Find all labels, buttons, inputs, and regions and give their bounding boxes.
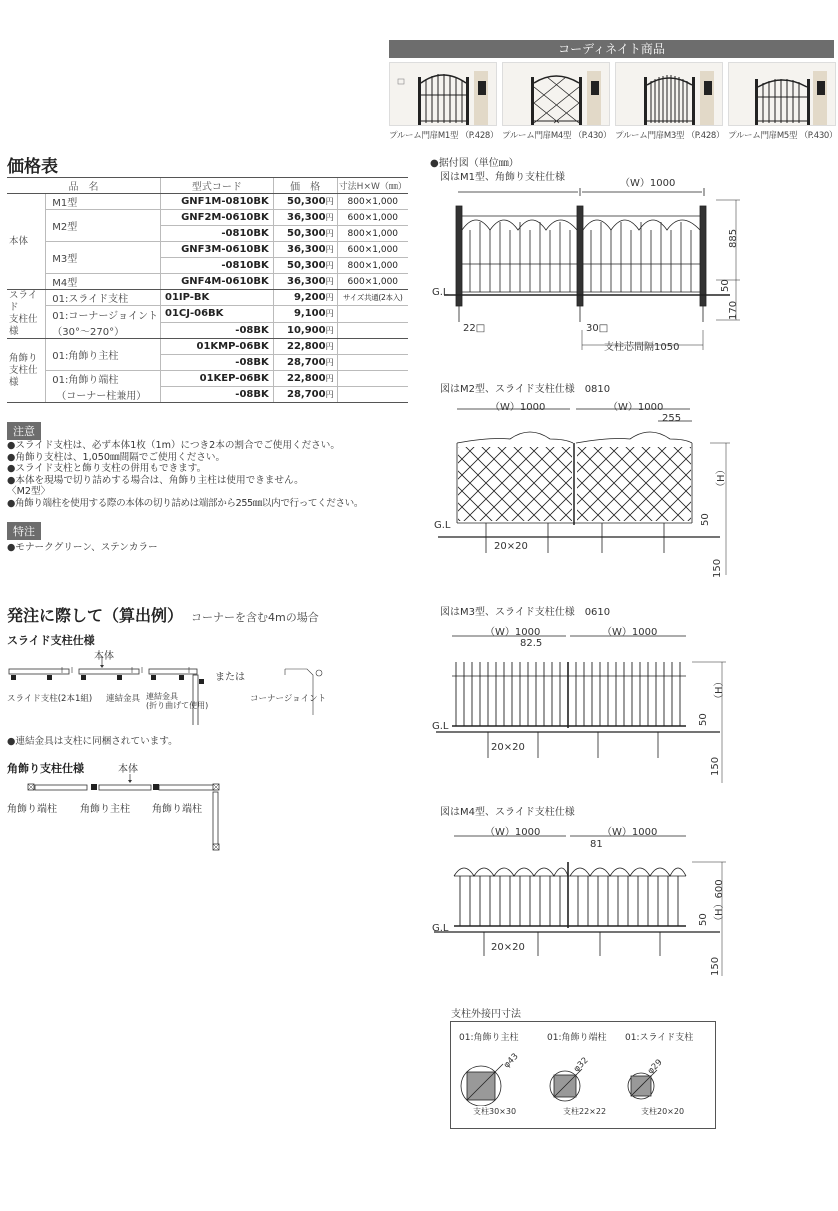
row-code: -08BK <box>160 322 273 338</box>
row-price: 9,200円 <box>273 290 337 306</box>
row-code: -0810BK <box>160 258 273 274</box>
row-size <box>337 306 408 322</box>
header-code: 型式コード <box>160 178 273 194</box>
fig-m3-caption: 図はM3型、スライド支柱仕様 0610 <box>440 607 611 618</box>
notes-list <box>7 440 417 510</box>
notes-label: 注意 <box>7 422 41 440</box>
row-name: M4型 <box>46 274 161 290</box>
mataha-label: または <box>215 672 245 683</box>
order-title: 発注に際して（算出例） <box>7 606 184 625</box>
gate-photo-m3 <box>615 62 723 126</box>
corner-joint-label: コーナージョイント <box>250 694 327 704</box>
row-name: M3型 <box>46 242 161 274</box>
note-line: 〈M2型〉 <box>7 486 51 498</box>
fig-m4-w1: （W）1000 <box>485 827 541 838</box>
table-row <box>7 210 408 226</box>
fig-m1-caption: 図はM1型、角飾り支柱仕様 <box>440 172 565 183</box>
fig-m3-diagram <box>430 618 740 788</box>
row-size: 800×1,000 <box>337 226 408 242</box>
row-name: （30°～270°） <box>46 322 161 338</box>
fig-m1-d50: 50 <box>720 279 731 292</box>
table-row <box>7 371 408 387</box>
table-row <box>7 339 408 355</box>
fig-m1-p30: 30□ <box>586 323 609 334</box>
fig-m4-d150: 150 <box>710 956 721 976</box>
circle-post: 支柱30×30 <box>473 1107 517 1116</box>
fig-m3-d825: 82.5 <box>520 638 543 649</box>
price-table <box>7 177 408 403</box>
row-code: GNF2M-0610BK <box>160 210 273 226</box>
circle-label: 01:スライド支柱 <box>625 1033 694 1043</box>
row-code: 01KMP-06BK <box>160 339 273 355</box>
row-size: サイズ共通(2本入) <box>337 290 408 306</box>
fig-m3-w1: （W）1000 <box>485 627 541 638</box>
fig-m1-pitch: 支柱芯間隔1050 <box>604 342 680 353</box>
fig-m1-gl: G.L <box>432 287 449 298</box>
row-size: 600×1,000 <box>337 274 408 290</box>
row-price: 36,300円 <box>273 210 337 226</box>
row-size: 600×1,000 <box>337 210 408 226</box>
row-code: 01CJ-06BK <box>160 306 273 322</box>
header-name: 品 名 <box>7 178 160 194</box>
row-size <box>337 355 408 371</box>
table-row <box>7 274 408 290</box>
coordinate-caption: プルーム門扉M1型 （P.428） <box>389 131 499 141</box>
group-slide: スライド 支柱仕様 <box>7 290 46 339</box>
row-code: 01IP-BK <box>160 290 273 306</box>
gate-photo-m4 <box>502 62 610 126</box>
fig-m3-w2: （W）1000 <box>602 627 658 638</box>
fig-m1-w: （W）1000 <box>620 178 676 189</box>
fig-m2-d255: 255 <box>662 413 682 424</box>
group-corner: 角飾り 支柱仕様 <box>7 339 46 403</box>
fig-m2-h: （H） <box>716 464 727 492</box>
row-name: M1型 <box>46 194 161 210</box>
order-title-wrap <box>7 603 319 626</box>
header-price: 価 格 <box>273 178 337 194</box>
row-name: 01:コーナージョイント <box>46 306 161 322</box>
circle-dia: φ29 <box>645 1057 665 1077</box>
coordinate-caption: プルーム門扉M3型 （P.428） <box>615 131 725 141</box>
circle-label: 01:角飾り端柱 <box>547 1033 607 1043</box>
gate-photo-m5 <box>728 62 836 126</box>
circle-dia: φ43 <box>501 1051 521 1071</box>
row-price: 50,300円 <box>273 194 337 210</box>
special-line: ●モナークグリーン、ステンカラー <box>7 542 158 553</box>
fig-m4-gl: G.L <box>432 923 449 934</box>
row-code: 01KEP-06BK <box>160 371 273 387</box>
end-post-label: 角飾り端柱 <box>7 804 57 815</box>
fig-m3-post: 20×20 <box>491 742 525 753</box>
table-row <box>7 306 408 322</box>
fig-m4-h: （H）600 <box>714 879 725 926</box>
row-code: -08BK <box>160 355 273 371</box>
row-code: -0810BK <box>160 226 273 242</box>
note-line: ●スライド支柱は、必ず本体1枚（1m）につき2本の割合でご使用ください。 <box>7 440 340 451</box>
fig-m2-d150: 150 <box>712 558 723 578</box>
notes-label-wrap <box>7 420 41 440</box>
table-row <box>7 322 408 338</box>
fig-m3-d150: 150 <box>710 756 721 776</box>
fig-m3-h: （H） <box>714 676 725 704</box>
row-price: 28,700円 <box>273 387 337 403</box>
row-price: 50,300円 <box>273 258 337 274</box>
row-price: 50,300円 <box>273 226 337 242</box>
fig-m4-caption: 図はM4型、スライド支柱仕様 <box>440 807 575 818</box>
coordinate-item-m3[interactable] <box>615 62 723 141</box>
row-size: 800×1,000 <box>337 258 408 274</box>
row-name: 01:角飾り主柱 <box>46 339 161 371</box>
circle-dia: φ32 <box>571 1055 591 1075</box>
fig-m2-post: 20×20 <box>494 541 528 552</box>
fig-m4-post: 20×20 <box>491 942 525 953</box>
group-main: 本体 <box>7 194 46 290</box>
row-price: 36,300円 <box>273 242 337 258</box>
fig-m1-h885: 885 <box>728 228 739 248</box>
fig-m4-diagram <box>430 818 740 978</box>
row-size <box>337 339 408 355</box>
slide-spec-diagram <box>7 645 337 725</box>
coordinate-item-m1[interactable] <box>389 62 497 141</box>
row-code: GNF4M-0610BK <box>160 274 273 290</box>
corner-spec-title: 角飾り支柱仕様 <box>7 762 84 775</box>
circle-box <box>450 1021 716 1129</box>
row-code: GNF3M-0610BK <box>160 242 273 258</box>
coordinate-caption: プルーム門扉M4型 （P.430） <box>502 131 612 141</box>
row-code: -08BK <box>160 387 273 403</box>
price-table-title: 価格表 <box>7 157 58 177</box>
fig-m4-d81: 81 <box>590 839 603 850</box>
slide-post-label: スライド支柱(2本1組) <box>7 694 93 704</box>
coordinate-header: コーディネイト商品 <box>389 40 834 58</box>
fig-m2-d50: 50 <box>700 513 711 526</box>
row-price: 10,900円 <box>273 322 337 338</box>
note-line: ●角飾り支柱は、1,050㎜間隔でご使用ください。 <box>7 451 226 463</box>
main-post-label: 角飾り主柱 <box>80 804 130 815</box>
figure-unit: ●据付図（単位㎜） <box>430 158 519 169</box>
fig-m1-p22: 22□ <box>463 323 486 334</box>
gate-photo-m1 <box>389 62 497 126</box>
row-name: 01:スライド支柱 <box>46 290 161 306</box>
note-line: ●スライド支柱と飾り支柱の併用もできます。 <box>7 463 207 475</box>
note-line: ●本体を現場で切り詰めする場合は、角飾り主柱は使用できません。 <box>7 474 304 486</box>
note-line: ●角飾り端柱を使用する際の本体の切り詰めは端部から255㎜以内で行ってください。 <box>7 497 364 509</box>
table-row <box>7 194 408 210</box>
fig-m4-d50: 50 <box>698 913 709 926</box>
row-size <box>337 387 408 403</box>
row-price: 22,800円 <box>273 371 337 387</box>
slide-spec-title: スライド支柱仕様 <box>7 634 95 647</box>
circle-title: 支柱外接円寸法 <box>451 1009 521 1020</box>
table-row <box>7 242 408 258</box>
row-size <box>337 322 408 338</box>
row-price: 36,300円 <box>273 274 337 290</box>
special-label: 特注 <box>7 522 41 540</box>
row-code: GNF1M-0810BK <box>160 194 273 210</box>
table-header-row <box>7 178 408 194</box>
table-row <box>7 290 408 306</box>
circle-post: 支柱22×22 <box>563 1107 607 1116</box>
fig-m3-gl: G.L <box>432 721 449 732</box>
row-price: 22,800円 <box>273 339 337 355</box>
slide-honntai-label: 本体 <box>94 651 114 662</box>
joint-bent-label: 連結金具 (折り曲げて使用) <box>146 692 209 710</box>
order-subtitle: コーナーを含む4mの場合 <box>191 611 319 624</box>
fig-m2-diagram <box>430 395 740 575</box>
coordinate-item-m5[interactable] <box>728 62 836 141</box>
circle-label: 01:角飾り主柱 <box>459 1033 519 1043</box>
row-name: （コーナー柱兼用） <box>46 387 161 403</box>
fig-m2-w1: （W）1000 <box>490 402 546 413</box>
row-name: M2型 <box>46 210 161 242</box>
header-size: 寸法H×W（㎜） <box>337 178 408 194</box>
row-price: 28,700円 <box>273 355 337 371</box>
row-size: 800×1,000 <box>337 194 408 210</box>
row-price: 9,100円 <box>273 306 337 322</box>
fig-m3-d50: 50 <box>698 713 709 726</box>
corner-honntai-label: 本体 <box>118 764 138 775</box>
coordinate-item-m4[interactable] <box>502 62 610 141</box>
joint-label: 連結金具 <box>106 694 141 704</box>
fig-m1-d170: 170 <box>728 300 739 320</box>
end-post-label-2: 角飾り端柱 <box>152 804 202 815</box>
row-name: 01:角飾り端柱 <box>46 371 161 387</box>
fig-m2-gl: G.L <box>434 520 451 531</box>
circle-post: 支柱20×20 <box>641 1107 685 1116</box>
table-row <box>7 387 408 403</box>
row-size <box>337 371 408 387</box>
row-size: 600×1,000 <box>337 242 408 258</box>
fig-m4-w2: （W）1000 <box>602 827 658 838</box>
order-note: ●連結金具は支柱に同梱されています。 <box>7 736 178 747</box>
special-label-wrap <box>7 520 41 540</box>
fig-m2-caption: 図はM2型、スライド支柱仕様 0810 <box>440 384 611 395</box>
coordinate-caption: プルーム門扉M5型 （P.430） <box>728 131 838 141</box>
fig-m2-w2: （W）1000 <box>608 402 664 413</box>
